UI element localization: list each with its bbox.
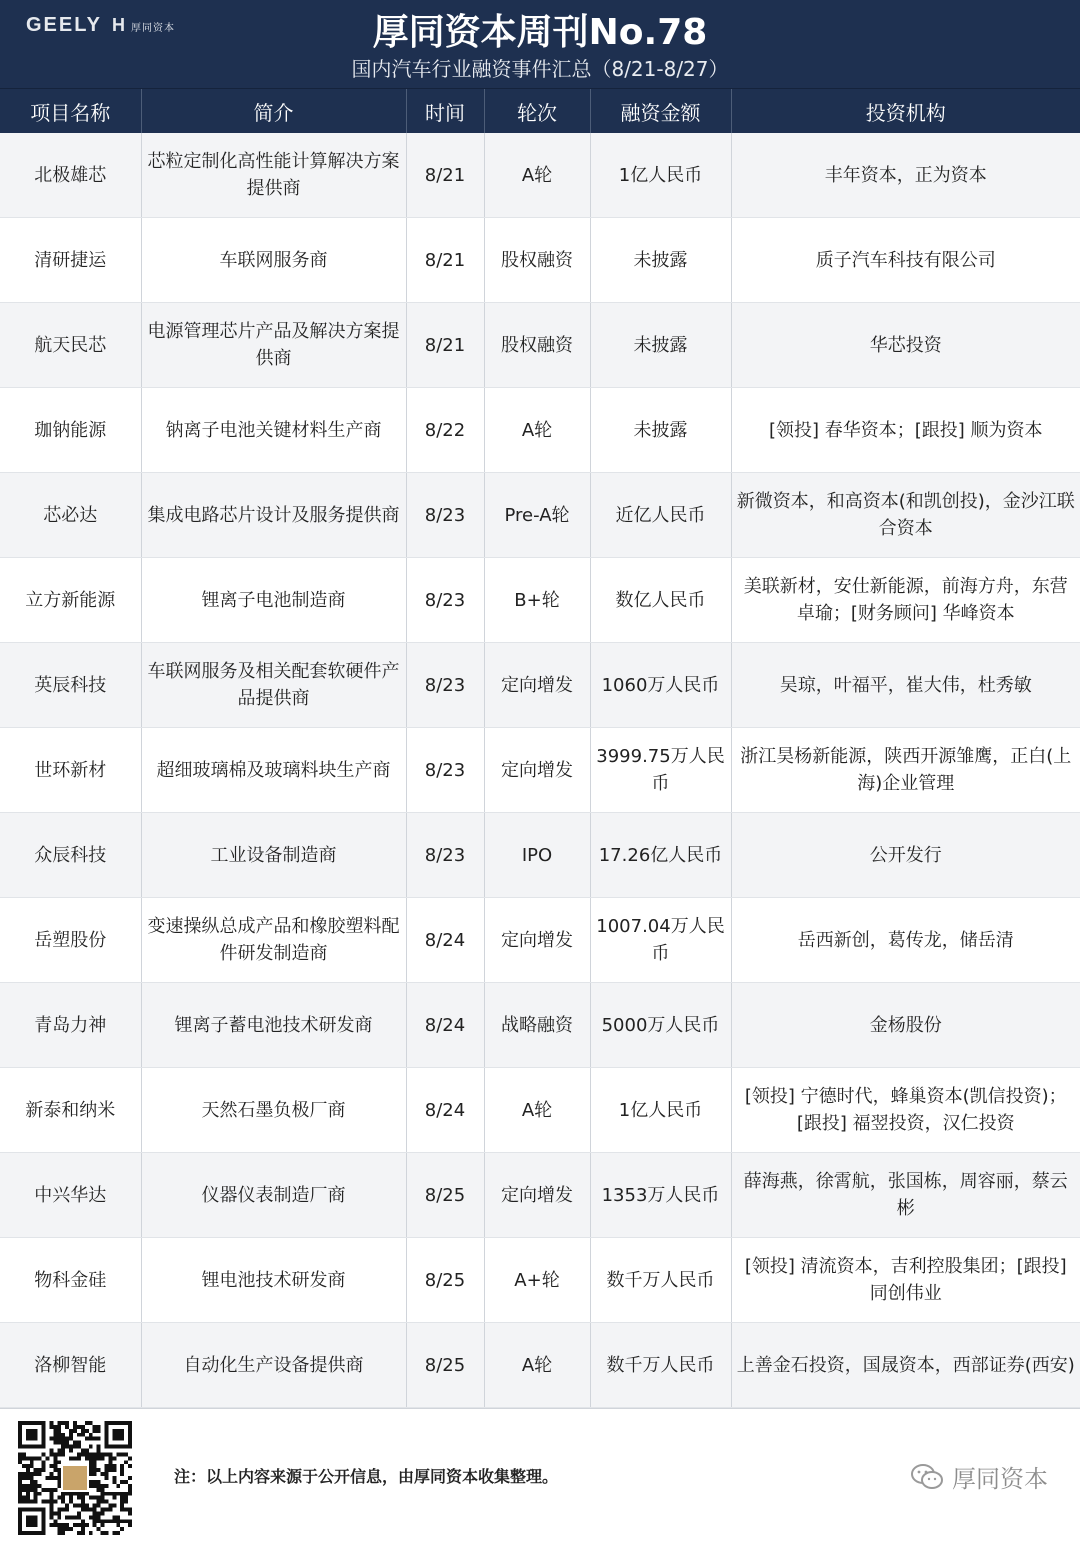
- cell-round: 定向增发: [484, 898, 590, 983]
- cell-project: 众辰科技: [0, 813, 141, 898]
- table-row: [0, 643, 1080, 728]
- logo-mark: H: [111, 15, 127, 35]
- cell-amount: 未披露: [590, 303, 731, 388]
- cell-amount: 1007.04万人民币: [590, 898, 731, 983]
- cell-intro: 变速操纵总成产品和橡胶塑料配件研发制造商: [141, 898, 406, 983]
- cell-project: 航天民芯: [0, 303, 141, 388]
- cell-investors: 金杨股份: [731, 983, 1080, 1068]
- cell-investors: 上善金石投资，国晟资本，西部证券(西安): [731, 1323, 1080, 1408]
- cell-investors: 薛海燕，徐霄航，张国栋，周容丽，蔡云彬: [731, 1153, 1080, 1238]
- table-row: [0, 218, 1080, 303]
- cell-date: 8/24: [406, 1068, 484, 1153]
- cell-amount: 数亿人民币: [590, 558, 731, 643]
- cell-project: 立方新能源: [0, 558, 141, 643]
- cell-amount: 17.26亿人民币: [590, 813, 731, 898]
- cell-round: A轮: [484, 1323, 590, 1408]
- cell-investors: [领投] 清流资本，吉利控股集团；[跟投] 同创伟业: [731, 1238, 1080, 1323]
- table-row: [0, 133, 1080, 218]
- cell-date: 8/25: [406, 1238, 484, 1323]
- cell-amount: 1353万人民币: [590, 1153, 731, 1238]
- cell-round: Pre-A轮: [484, 473, 590, 558]
- cell-round: 定向增发: [484, 1153, 590, 1238]
- cell-investors: [领投] 宁德时代，蜂巢资本(凯信投资)；[跟投] 福翌投资，汉仁投资: [731, 1068, 1080, 1153]
- page-subtitle: 国内汽车行业融资事件汇总（8/21-8/27）: [351, 57, 729, 81]
- cell-project: 新泰和纳米: [0, 1068, 141, 1153]
- cell-project: 物科金硅: [0, 1238, 141, 1323]
- cell-round: 定向增发: [484, 643, 590, 728]
- cell-date: 8/25: [406, 1323, 484, 1408]
- cell-investors: 质子汽车科技有限公司: [731, 218, 1080, 303]
- table-row: [0, 813, 1080, 898]
- cell-investors: 华芯投资: [731, 303, 1080, 388]
- cell-intro: 仪器仪表制造厂商: [141, 1153, 406, 1238]
- cell-amount: 3999.75万人民币: [590, 728, 731, 813]
- cell-round: 股权融资: [484, 218, 590, 303]
- col-header-date: 时间: [406, 89, 484, 133]
- cell-project: 岳塑股份: [0, 898, 141, 983]
- cell-amount: 1亿人民币: [590, 1068, 731, 1153]
- cell-project: 世环新材: [0, 728, 141, 813]
- cell-investors: [领投] 春华资本；[跟投] 顺为资本: [731, 388, 1080, 473]
- col-header-round: 轮次: [484, 89, 590, 133]
- cell-round: A轮: [484, 1068, 590, 1153]
- cell-round: IPO: [484, 813, 590, 898]
- cell-investors: 美联新材，安仕新能源，前海方舟，东营卓瑜；[财务顾问] 华峰资本: [731, 558, 1080, 643]
- cell-date: 8/24: [406, 898, 484, 983]
- cell-project: 清研捷运: [0, 218, 141, 303]
- logo-text: GEELY: [26, 14, 102, 36]
- cell-date: 8/21: [406, 133, 484, 218]
- col-header-investors: 投资机构: [731, 89, 1080, 133]
- cell-date: 8/23: [406, 558, 484, 643]
- cell-intro: 集成电路芯片设计及服务提供商: [141, 473, 406, 558]
- cell-amount: 近亿人民币: [590, 473, 731, 558]
- page-header: [0, 0, 1080, 89]
- cell-round: 定向增发: [484, 728, 590, 813]
- cell-project: 中兴华达: [0, 1153, 141, 1238]
- financing-table: [0, 89, 1080, 1408]
- cell-intro: 芯粒定制化高性能计算解决方案提供商: [141, 133, 406, 218]
- cell-intro: 超细玻璃棉及玻璃料块生产商: [141, 728, 406, 813]
- cell-amount: 1亿人民币: [590, 133, 731, 218]
- cell-intro: 锂电池技术研发商: [141, 1238, 406, 1323]
- page-title: 厚同资本周刊No.78: [372, 12, 708, 53]
- table-row: [0, 728, 1080, 813]
- cell-amount: 未披露: [590, 218, 731, 303]
- col-header-project: 项目名称: [0, 89, 141, 133]
- cell-date: 8/23: [406, 728, 484, 813]
- table-row: [0, 898, 1080, 983]
- cell-intro: 钠离子电池关键材料生产商: [141, 388, 406, 473]
- col-header-amount: 融资金额: [590, 89, 731, 133]
- table-row: [0, 558, 1080, 643]
- cell-investors: 新微资本，和高资本(和凯创投)，金沙江联合资本: [731, 473, 1080, 558]
- cell-project: 珈钠能源: [0, 388, 141, 473]
- table-row: [0, 1068, 1080, 1153]
- cell-investors: 吴琼，叶福平，崔大伟，杜秀敏: [731, 643, 1080, 728]
- table-row: [0, 1323, 1080, 1408]
- page-footer: [0, 1408, 1080, 1536]
- cell-investors: 丰年资本，正为资本: [731, 133, 1080, 218]
- cell-intro: 工业设备制造商: [141, 813, 406, 898]
- cell-intro: 锂离子蓄电池技术研发商: [141, 983, 406, 1068]
- cell-intro: 天然石墨负极厂商: [141, 1068, 406, 1153]
- table-row: [0, 1153, 1080, 1238]
- cell-investors: 浙江昊杨新能源，陕西开源雏鹰，正白(上海)企业管理: [731, 728, 1080, 813]
- source-note: 注：以上内容来源于公开信息，由厚同资本收集整理。: [174, 1467, 559, 1486]
- qr-code-icon: [18, 1421, 132, 1535]
- cell-round: B+轮: [484, 558, 590, 643]
- cell-round: A轮: [484, 388, 590, 473]
- cell-amount: 未披露: [590, 388, 731, 473]
- cell-date: 8/23: [406, 813, 484, 898]
- cell-project: 北极雄芯: [0, 133, 141, 218]
- wechat-icon: [910, 1463, 944, 1491]
- table-header-row: [0, 89, 1080, 133]
- cell-date: 8/24: [406, 983, 484, 1068]
- table-row: [0, 303, 1080, 388]
- cell-intro: 锂离子电池制造商: [141, 558, 406, 643]
- cell-intro: 车联网服务商: [141, 218, 406, 303]
- cell-intro: 车联网服务及相关配套软硬件产品提供商: [141, 643, 406, 728]
- cell-investors: 公开发行: [731, 813, 1080, 898]
- cell-project: 英辰科技: [0, 643, 141, 728]
- table-row: [0, 1238, 1080, 1323]
- cell-amount: 5000万人民币: [590, 983, 731, 1068]
- cell-date: 8/21: [406, 218, 484, 303]
- cell-date: 8/23: [406, 643, 484, 728]
- cell-round: A轮: [484, 133, 590, 218]
- table-row: [0, 388, 1080, 473]
- table-row: [0, 473, 1080, 558]
- brand-signature: [910, 1459, 1048, 1494]
- cell-date: 8/22: [406, 388, 484, 473]
- cell-project: 青岛力神: [0, 983, 141, 1068]
- cell-date: 8/25: [406, 1153, 484, 1238]
- brand-name: 厚同资本: [952, 1465, 1048, 1493]
- cell-intro: 自动化生产设备提供商: [141, 1323, 406, 1408]
- cell-amount: 1060万人民币: [590, 643, 731, 728]
- cell-intro: 电源管理芯片产品及解决方案提供商: [141, 303, 406, 388]
- cell-project: 洛柳智能: [0, 1323, 141, 1408]
- cell-round: 战略融资: [484, 983, 590, 1068]
- cell-investors: 岳西新创，葛传龙，储岳清: [731, 898, 1080, 983]
- cell-amount: 数千万人民币: [590, 1323, 731, 1408]
- table-row: [0, 983, 1080, 1068]
- cell-amount: 数千万人民币: [590, 1238, 731, 1323]
- cell-date: 8/21: [406, 303, 484, 388]
- cell-project: 芯必达: [0, 473, 141, 558]
- cell-round: 股权融资: [484, 303, 590, 388]
- cell-round: A+轮: [484, 1238, 590, 1323]
- col-header-intro: 简介: [141, 89, 406, 133]
- cell-date: 8/23: [406, 473, 484, 558]
- logo-cn: 厚同资本: [130, 23, 175, 34]
